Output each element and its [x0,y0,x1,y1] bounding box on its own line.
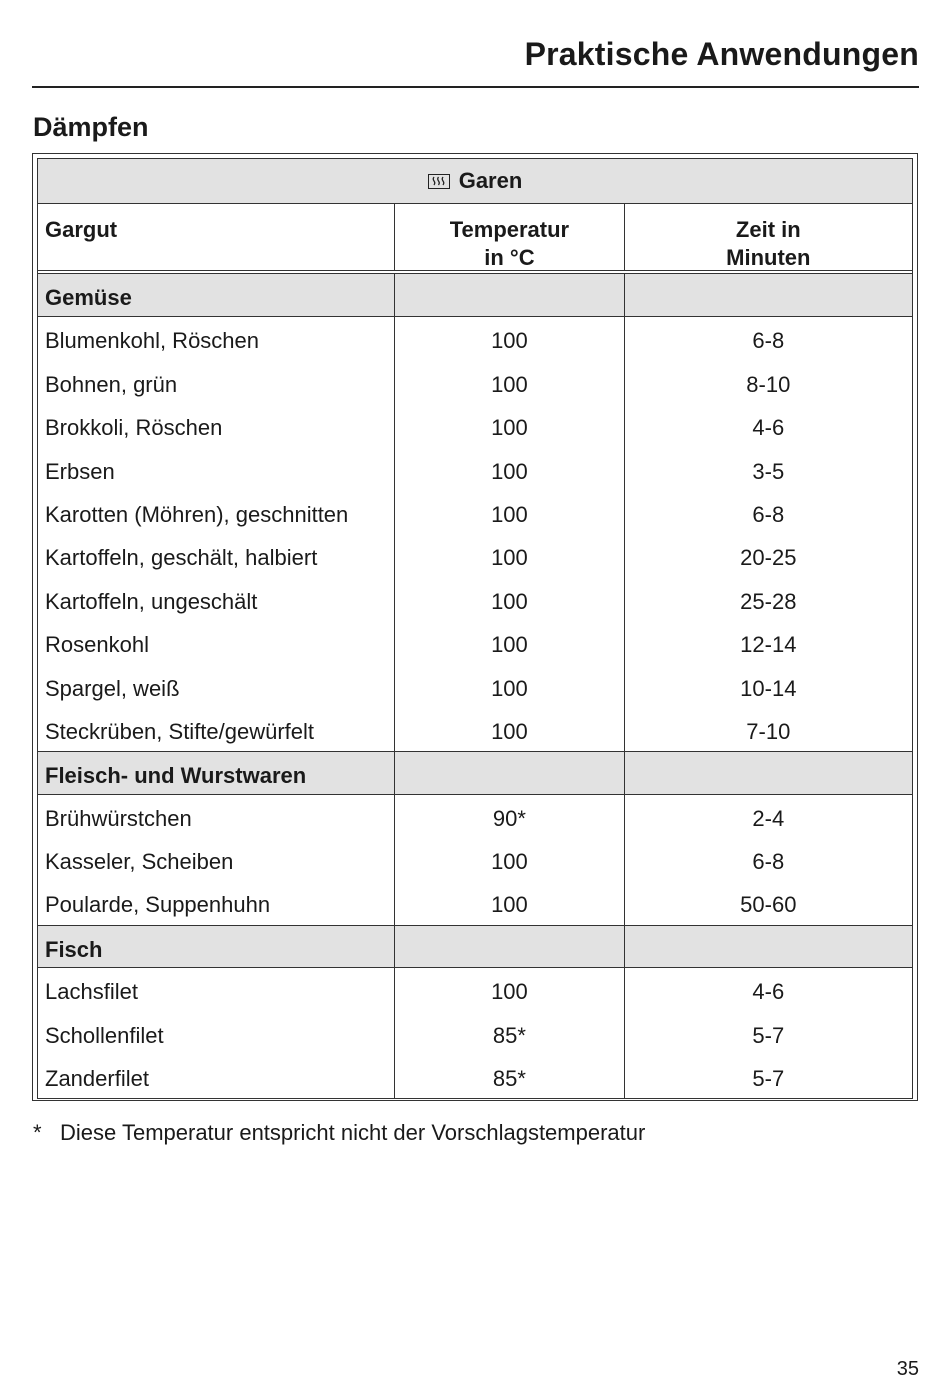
temperature-cell: 100 [395,968,624,1011]
time-cell: 50-60 [740,892,797,918]
food-cell: Spargel, weiß [38,665,395,708]
temperature-cell: 100 [395,361,624,404]
table-row [38,578,912,621]
table-row [38,534,912,577]
time-cell: 6-8 [752,849,785,875]
table-row [38,404,912,447]
table-row [38,1055,912,1098]
time-cell: 12-14 [740,632,797,658]
temperature-cell: 85* [395,1012,624,1055]
table-row [38,881,912,924]
category-time-cell [625,752,912,793]
food-cell: Karotten (Möhren), geschnitten [38,491,395,534]
time-cell: 2-4 [752,805,785,831]
food-cell: Lachsfilet [38,968,395,1011]
food-cell: Brühwürstchen [38,795,395,838]
time-cell: 6-8 [752,328,785,354]
food-cell: Kartoffeln, ungeschält [38,578,395,621]
temperature-cell: 100 [395,317,624,360]
category-row [38,751,912,794]
table-row [38,361,912,404]
footnote [33,1120,645,1146]
food-cell: Schollenfilet [38,1012,395,1055]
steam-cooking-table [32,153,918,1101]
temperature-cell: 100 [395,621,624,664]
time-cell: 8-10 [746,371,791,397]
time-cell: 4-6 [752,415,785,441]
time-cell: 3-5 [752,458,785,484]
food-cell: Erbsen [38,448,395,491]
temperature-cell: 100 [395,404,624,447]
section-title: Dämpfen [33,112,149,142]
table-body [37,158,913,1099]
table-row [38,317,912,360]
table-row [38,1012,912,1055]
page-title: Praktische Anwendungen [524,36,919,72]
table-row [38,621,912,664]
rows-container [38,274,912,1098]
food-cell: Brokkoli, Röschen [38,404,395,447]
category-time-cell [625,274,912,316]
category-row [38,274,912,317]
category-label: Fleisch- und Wurstwaren [38,752,395,793]
time-cell: 5-7 [752,1066,785,1092]
column-header-temperature-line1: Temperatur [449,217,570,242]
column-header-time [625,204,912,270]
mode-label: Garen [458,168,523,193]
column-header-row [38,204,912,274]
time-cell: 10-14 [740,675,797,701]
table-row [38,491,912,534]
page-number: 35 [896,1358,919,1380]
column-header-food: Gargut [38,204,395,270]
steam-icon [428,174,450,189]
temperature-cell: 100 [395,491,624,534]
temperature-cell: 100 [395,881,624,924]
category-time-cell [625,926,912,967]
food-cell: Bohnen, grün [38,361,395,404]
footnote-mark: * [33,1120,42,1145]
category-label: Fisch [38,926,395,967]
column-header-temperature [395,204,624,270]
food-cell: Rosenkohl [38,621,395,664]
temperature-cell: 85* [395,1055,624,1098]
column-header-time-line2: Minuten [726,245,811,270]
food-cell: Kasseler, Scheiben [38,838,395,881]
category-temp-cell [395,752,624,793]
category-row [38,925,912,968]
category-temp-cell [395,274,624,316]
temperature-cell: 100 [395,448,624,491]
table-row [38,968,912,1011]
table-row [38,448,912,491]
table-row [38,795,912,838]
page-header [32,30,919,88]
temperature-cell: 100 [395,838,624,881]
time-cell: 5-7 [752,1022,785,1048]
temperature-cell: 100 [395,665,624,708]
category-temp-cell [395,926,624,967]
food-cell: Zanderfilet [38,1055,395,1098]
column-header-time-line1: Zeit in [735,217,801,242]
footnote-text: Diese Temperatur entspricht nicht der Vorschlagstemperatur [60,1120,646,1145]
food-cell: Poularde, Suppenhuhn [38,881,395,924]
time-cell: 4-6 [752,979,785,1005]
food-cell: Kartoffeln, geschält, halbiert [38,534,395,577]
temperature-cell: 90* [395,795,624,838]
category-label: Gemüse [38,274,395,316]
temperature-cell: 100 [395,708,624,751]
time-cell: 25-28 [740,588,797,614]
time-cell: 20-25 [740,545,797,571]
food-cell: Blumenkohl, Röschen [38,317,395,360]
temperature-cell: 100 [395,534,624,577]
time-cell: 6-8 [752,501,785,527]
temperature-cell: 100 [395,578,624,621]
table-row [38,838,912,881]
mode-header [38,159,912,204]
time-cell: 7-10 [746,718,791,744]
food-cell: Steckrüben, Stifte/gewürfelt [38,708,395,751]
column-header-temperature-line2: in °C [484,245,535,270]
table-row [38,708,912,751]
table-row [38,665,912,708]
